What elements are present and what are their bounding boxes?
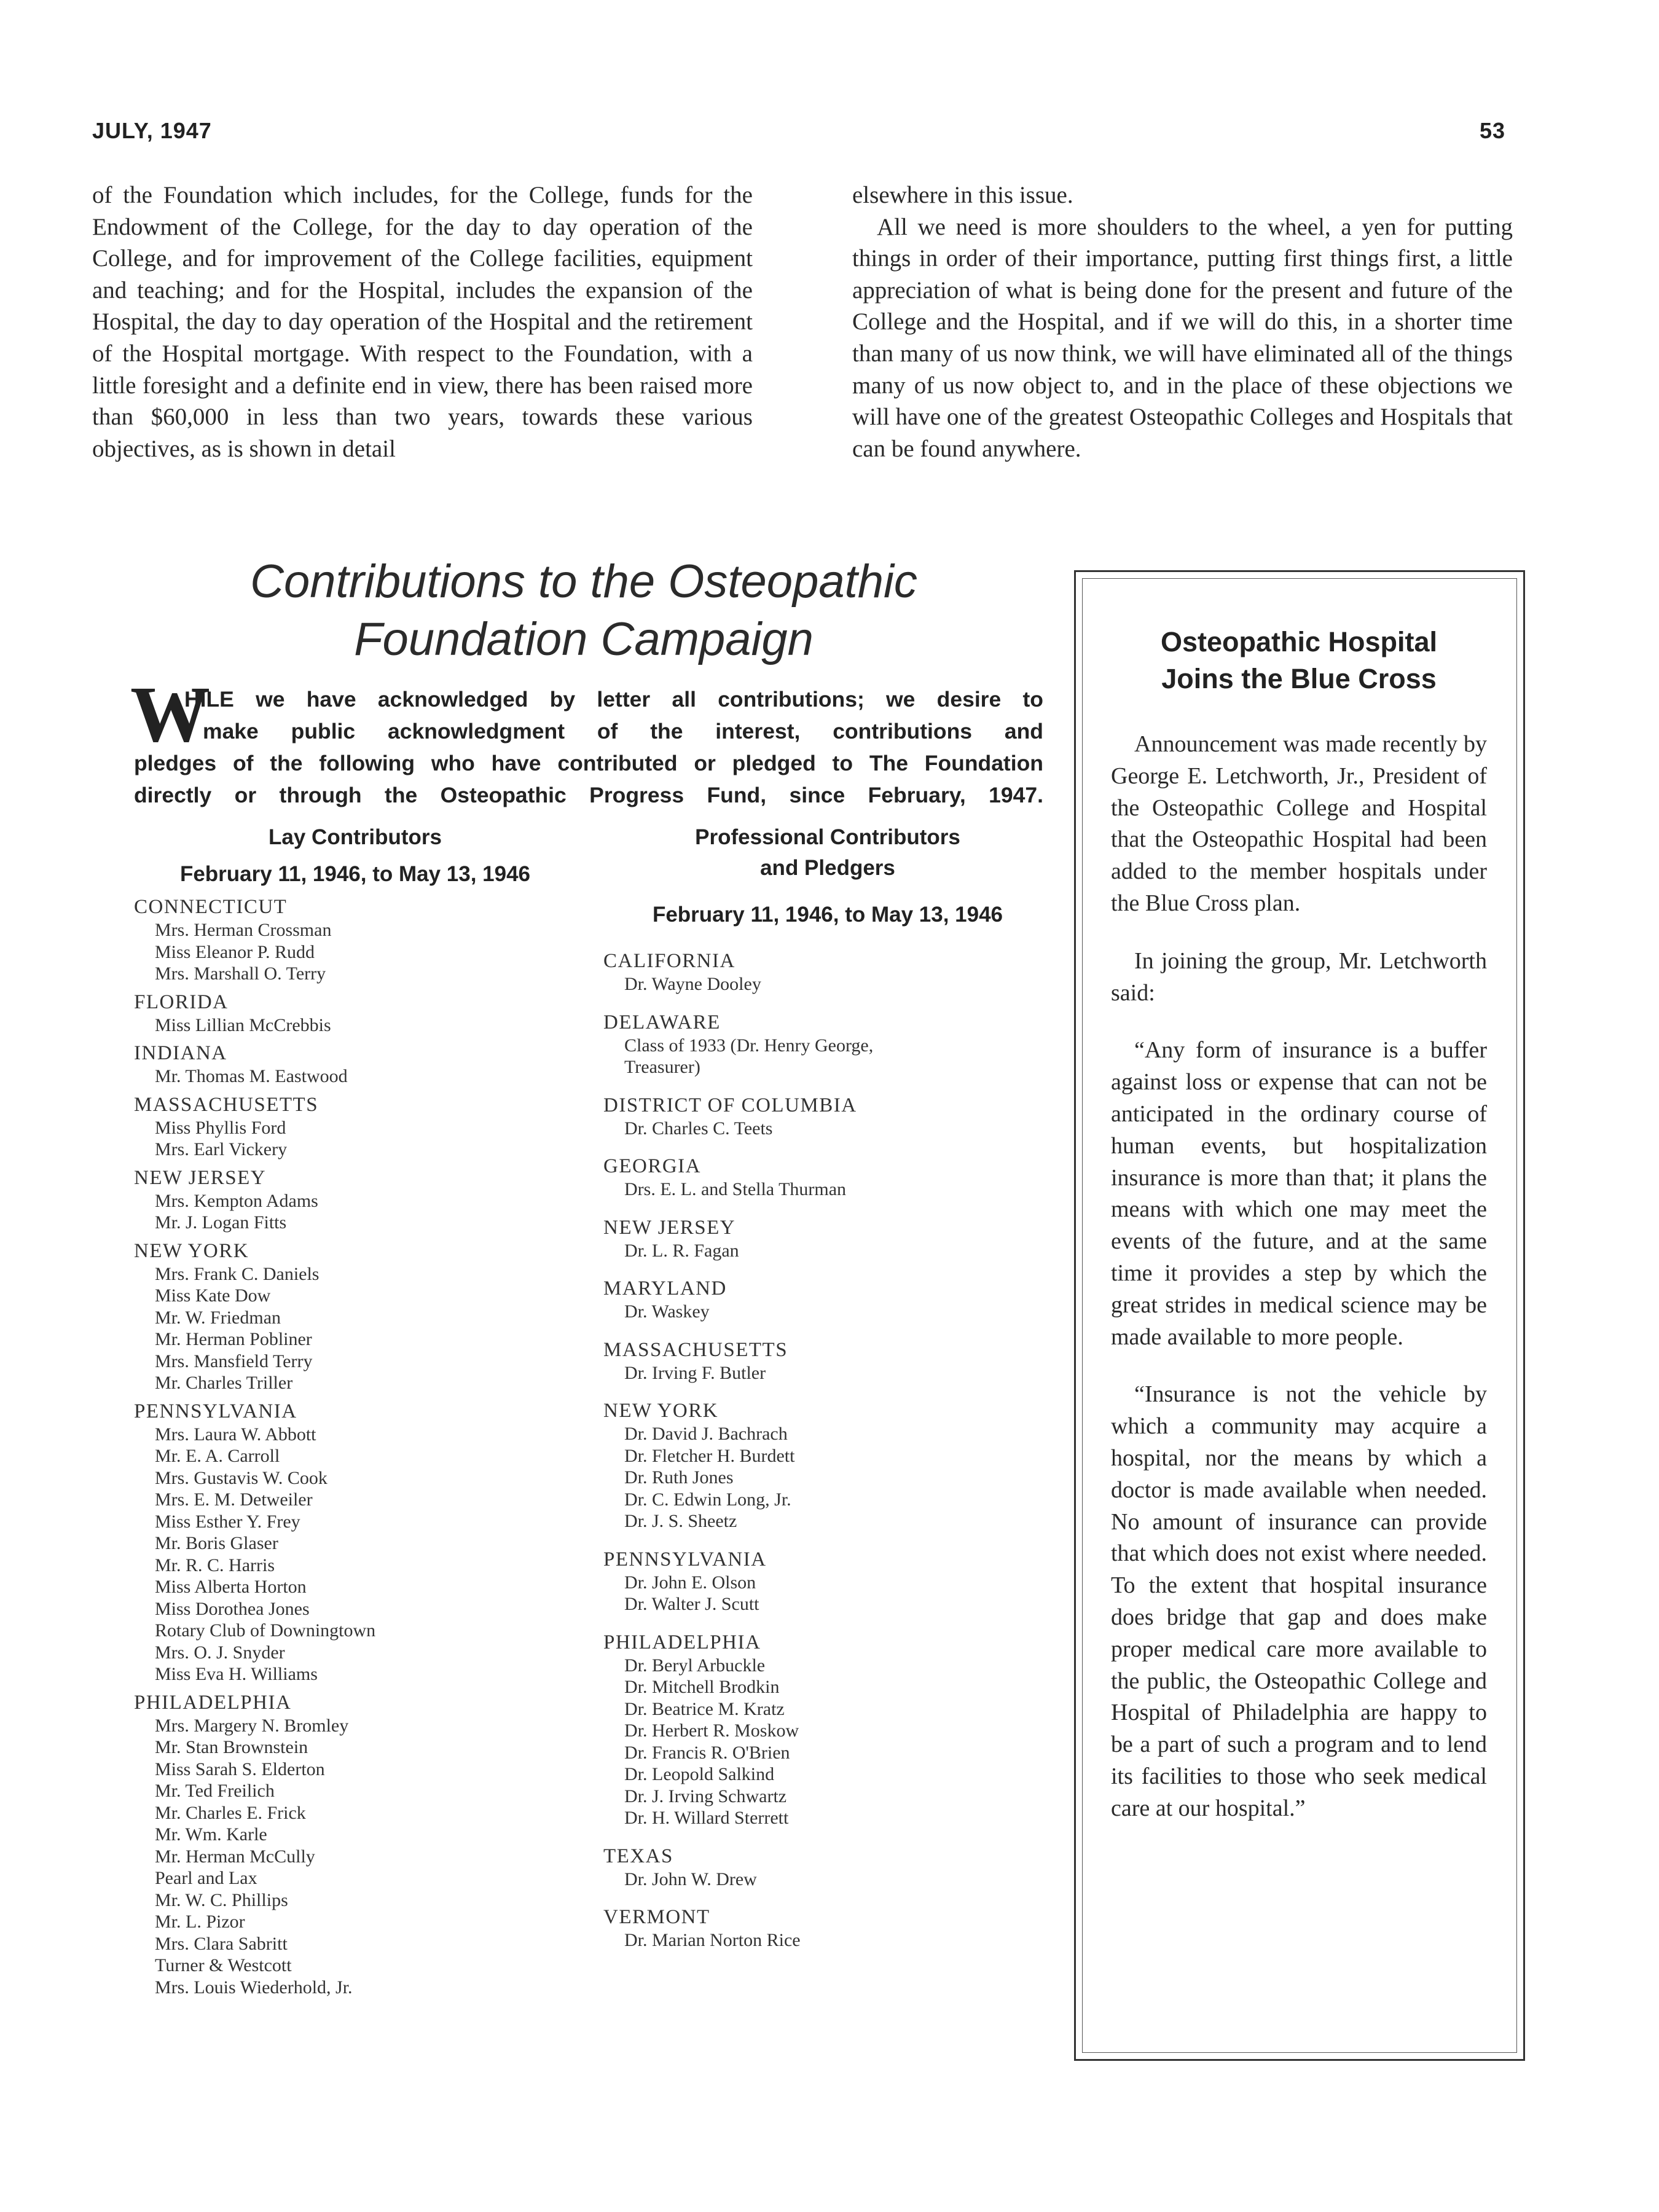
professional-contributor-name: Dr. Fletcher H. Burdett <box>624 1445 795 1466</box>
lay-contributor-name: Mr. Herman McCully <box>155 1846 315 1867</box>
lead-line-2: make public acknowledgment of the interest, contributions and <box>203 719 1043 743</box>
professional-contributor-name: Dr. Beatrice M. Kratz <box>624 1698 785 1719</box>
professional-contributor-name: Dr. Beryl Arbuckle <box>624 1655 766 1676</box>
lay-contributor-name: Pearl and Lax <box>155 1868 257 1888</box>
lay-contributors-column <box>134 822 576 1998</box>
professional-name-list <box>603 1929 1052 1951</box>
professional-name-list <box>603 1240 1052 1262</box>
lay-contributor-name: Turner & Westcott <box>155 1955 292 1975</box>
professional-state-heading: CALIFORNIA <box>603 950 735 972</box>
lay-contributor-name: Mr. W. Friedman <box>155 1307 281 1328</box>
lay-contributor-name: Miss Sarah S. Elderton <box>155 1759 325 1779</box>
lay-contributor-name: Mr. Thomas M. Eastwood <box>155 1066 348 1086</box>
lay-contributor-name: Mr. Charles Triller <box>155 1373 293 1393</box>
professional-contributor-name: Dr. Francis R. O'Brien <box>624 1742 790 1763</box>
lay-contributor-name: Miss Alberta Horton <box>155 1577 307 1597</box>
professional-name-list <box>603 973 1052 995</box>
lay-contributor-name: Mrs. Louis Wiederhold, Jr. <box>155 1977 353 1998</box>
lay-contributor-name: Mr. R. C. Harris <box>155 1555 275 1575</box>
professional-state-heading: PENNSYLVANIA <box>603 1548 767 1571</box>
article-title-line-2: Foundation Campaign <box>354 613 814 665</box>
lay-state-heading: NEW YORK <box>134 1239 249 1262</box>
lay-state-heading: INDIANA <box>134 1042 227 1064</box>
lay-contributor-name: Mrs. Margery N. Bromley <box>155 1715 349 1736</box>
sidebar-title <box>1081 624 1516 697</box>
professional-contributor-name: Dr. Waskey <box>624 1301 710 1322</box>
issue-date: JULY, 1947 <box>92 118 212 143</box>
professional-name-list <box>603 1301 1052 1323</box>
professional-contributor-name: Dr. H. Willard Sterrett <box>624 1808 789 1828</box>
professional-contributor-name: Dr. Herbert R. Moskow <box>624 1720 799 1741</box>
professional-contributor-name: Dr. Wayne Dooley <box>624 974 761 994</box>
lay-contributor-name: Mr. Ted Freilich <box>155 1781 275 1801</box>
professional-name-list <box>603 1572 1052 1615</box>
professional-state-heading: VERMONT <box>603 1906 710 1928</box>
lay-contributor-name: Mr. Wm. Karle <box>155 1824 267 1845</box>
lay-contributor-name: Mr. W. C. Phillips <box>155 1889 288 1910</box>
professional-contributor-name: Dr. John W. Drew <box>624 1869 757 1889</box>
professional-state-heading: TEXAS <box>603 1845 673 1867</box>
intro-right-paragraph-1: elsewhere in this issue. <box>852 182 1073 208</box>
lay-contributor-name: Miss Lillian McCrebbis <box>155 1014 331 1035</box>
lay-contributor-name: Mrs. Frank C. Daniels <box>155 1263 320 1284</box>
sidebar-paragraph: “Any form of insurance is a buffer against loss or expense that can not be anticipated in the ordinary course of human events, but hospitalization insurance is more than that; it plans the means with which one may meet the events of the future, and at the same time it provides a step by which the great strides in medical science may be made available to more people. <box>1111 1037 1487 1350</box>
lay-contributor-name: Mr. Charles E. Frick <box>155 1802 306 1823</box>
professional-contributor-name: Drs. E. L. and Stella Thurman <box>624 1179 847 1199</box>
professional-contributor-name: Dr. L. R. Fagan <box>624 1240 739 1261</box>
professional-contributor-name: Dr. David J. Bachrach <box>624 1424 788 1444</box>
professional-contributor-name: Dr. Charles C. Teets <box>624 1118 773 1139</box>
professional-name-list <box>603 1118 1052 1140</box>
professional-contributor-name: Dr. J. S. Sheetz <box>624 1511 737 1531</box>
professional-state-heading: DELAWARE <box>603 1011 721 1033</box>
professional-contributor-name: Dr. John E. Olson <box>624 1572 756 1593</box>
lead-line-3: pledges of the following who have contributed or pledged to The Foundation <box>134 751 1043 775</box>
professional-contributor-name: Class of 1933 (Dr. Henry George, <box>624 1035 874 1056</box>
article-title-line-1: Contributions to the Osteopathic <box>250 555 917 608</box>
sidebar-paragraph: In joining the group, Mr. Letchworth said: <box>1111 947 1487 1006</box>
lay-state-heading: FLORIDA <box>134 990 229 1013</box>
professional-period: February 11, 1946, to May 13, 1946 <box>652 903 1003 927</box>
lay-state-heading: MASSACHUSETTS <box>134 1093 319 1116</box>
sidebar-title-line-2: Joins the Blue Cross <box>1161 663 1437 694</box>
sidebar-text <box>1111 729 1487 1851</box>
sidebar-paragraph: “Insurance is not the vehicle by which a community may acquire a hospital, nor the means by which a doctor is made available when needed. No amount of insurance can provide that which does not exist where needed. To the extent that hospital insurance does bridge that gap and does make proper medical care more available to the public, the Osteopathic College and Hospital of Philadelphia are happy to be a part of such a program and to lend its facilities to those who seek medical care at our hospital.” <box>1111 1381 1487 1821</box>
lay-contributor-name: Mrs. Marshall O. Terry <box>155 963 326 984</box>
professional-contributor-name: Dr. Walter J. Scutt <box>624 1594 759 1614</box>
professional-state-heading: PHILADELPHIA <box>603 1631 761 1653</box>
professional-contributor-name: Dr. Marian Norton Rice <box>624 1930 801 1950</box>
lay-period: February 11, 1946, to May 13, 1946 <box>179 862 531 886</box>
professional-state-heading: DISTRICT OF COLUMBIA <box>603 1094 857 1116</box>
lay-contributor-name: Mr. Boris Glaser <box>155 1533 278 1553</box>
lay-contributor-name: Mrs. E. M. Detweiler <box>155 1489 313 1510</box>
lay-contributor-name: Rotary Club of Downingtown <box>155 1620 376 1641</box>
professional-heading-line-2: and Pledgers <box>760 856 895 880</box>
professional-heading-line-1: Professional Contributors <box>695 825 960 849</box>
lay-contributor-name: Mr. L. Pizor <box>155 1912 245 1932</box>
lay-contributor-name: Miss Dorothea Jones <box>155 1598 310 1619</box>
lay-contributor-name: Mr. Stan Brownstein <box>155 1737 308 1757</box>
page-number: 53 <box>1480 118 1506 143</box>
lay-contributor-name: Mr. E. A. Carroll <box>155 1446 280 1466</box>
professional-contributor-name: Dr. Irving F. Butler <box>624 1362 766 1383</box>
lay-state-heading: NEW JERSEY <box>134 1166 267 1189</box>
professional-contributors-column <box>603 822 1052 1951</box>
lead-line-4: directly or through the Osteopathic Progress Fund, since February, 1947. <box>134 783 1043 807</box>
lay-heading: Lay Contributors <box>269 825 442 849</box>
article-title <box>104 553 1063 669</box>
professional-state-heading: NEW JERSEY <box>603 1216 736 1239</box>
lay-name-list <box>134 1117 576 1161</box>
lay-contributor-name: Miss Eleanor P. Rudd <box>155 941 315 962</box>
professional-state-heading: GEORGIA <box>603 1155 701 1177</box>
lay-state-heading: CONNECTICUT <box>134 896 288 918</box>
lay-contributor-name: Mr. Herman Pobliner <box>155 1329 312 1349</box>
lay-name-list <box>134 1424 576 1685</box>
professional-contributor-name: Dr. J. Irving Schwartz <box>624 1786 787 1806</box>
professional-name-list <box>603 1423 1052 1532</box>
lay-contributor-name: Mrs. Gustavis W. Cook <box>155 1467 327 1488</box>
drop-cap: W <box>130 670 210 759</box>
professional-contributor-name: Dr. Mitchell Brodkin <box>624 1677 780 1697</box>
professional-name-list <box>603 1035 1052 1078</box>
lay-contributor-name: Mrs. Laura W. Abbott <box>155 1424 316 1445</box>
professional-contributor-name: Dr. Ruth Jones <box>624 1467 734 1488</box>
lay-contributor-name: Mrs. O. J. Snyder <box>155 1642 285 1663</box>
lay-contributor-name: Mrs. Kempton Adams <box>155 1190 318 1211</box>
lay-name-list <box>134 1715 576 1999</box>
lay-state-heading: PHILADELPHIA <box>134 1691 292 1714</box>
lead-line-1: HILE we have acknowledged by letter all contributions; we desire to <box>184 687 1043 712</box>
intro-right-column <box>852 179 1513 465</box>
lay-contributor-name: Miss Eva H. Williams <box>155 1664 318 1684</box>
professional-name-list <box>603 1655 1052 1829</box>
professional-contributor-name: Dr. C. Edwin Long, Jr. <box>624 1489 791 1510</box>
lay-contributor-name: Mrs. Clara Sabritt <box>155 1933 288 1954</box>
lay-name-list <box>134 1014 576 1037</box>
lay-groups <box>134 895 576 1998</box>
intro-left-paragraph: of the Foundation which includes, for the College, funds for the Endowment of the College, for the day to day operation of the College, and for improvement of the College facilities, equipment and teaching; and for the Hospital, includes the expansion of the Hospital, the day to day operation of the Hospital and the retirement of the Hospital mortgage. With respect to the Foundation, with a little foresight and a definite end in view, there has been raised more than $60,000 in less than two years, towards these various objectives, as is shown in detail <box>92 182 753 462</box>
lay-contributor-name: Mr. J. Logan Fitts <box>155 1212 287 1233</box>
lay-state-heading: PENNSYLVANIA <box>134 1400 297 1422</box>
professional-name-list <box>603 1869 1052 1891</box>
professional-name-list <box>603 1179 1052 1201</box>
lay-name-list <box>134 1065 576 1088</box>
professional-name-list <box>603 1362 1052 1384</box>
intro-left-column <box>92 179 753 465</box>
lay-contributor-name: Mrs. Earl Vickery <box>155 1139 288 1159</box>
lay-contributor-name: Miss Kate Dow <box>155 1285 271 1306</box>
sidebar-title-line-1: Osteopathic Hospital <box>1160 626 1438 657</box>
lay-contributor-name: Mrs. Mansfield Terry <box>155 1351 313 1371</box>
professional-contributor-name: Dr. Leopold Salkind <box>624 1764 775 1784</box>
professional-groups <box>603 949 1052 1951</box>
lay-contributor-name: Mrs. Herman Crossman <box>155 920 332 940</box>
professional-state-heading: NEW YORK <box>603 1400 719 1422</box>
lay-contributor-name: Miss Phyllis Ford <box>155 1117 286 1138</box>
lay-name-list <box>134 919 576 985</box>
professional-state-heading: MARYLAND <box>603 1277 727 1300</box>
professional-state-heading: MASSACHUSETTS <box>603 1338 788 1361</box>
sidebar-paragraph: Announcement was made recently by George E. Letchworth, Jr., President of the Osteopathic College and Hospital that the Osteopathic Hospital had been added to the member hospitals under the Blue Cross plan. <box>1111 731 1487 916</box>
professional-contributor-name: Treasurer) <box>624 1057 700 1077</box>
lay-contributor-name: Miss Esther Y. Frey <box>155 1511 300 1532</box>
lay-name-list <box>134 1190 576 1234</box>
lay-name-list <box>134 1263 576 1394</box>
intro-right-paragraph-2: All we need is more shoulders to the wheel, a yen for putting things in order of their importance, putting first things first, a little appreciation of what is being done for the present and future of the College and the Hospital, and if we will do this, in a shorter time than many of us now think, we will have eliminated all of the things many of us now object to, and in the place of these objections we will have one of the greatest Osteopathic Colleges and Hospitals that can be found anywhere. <box>852 213 1513 462</box>
